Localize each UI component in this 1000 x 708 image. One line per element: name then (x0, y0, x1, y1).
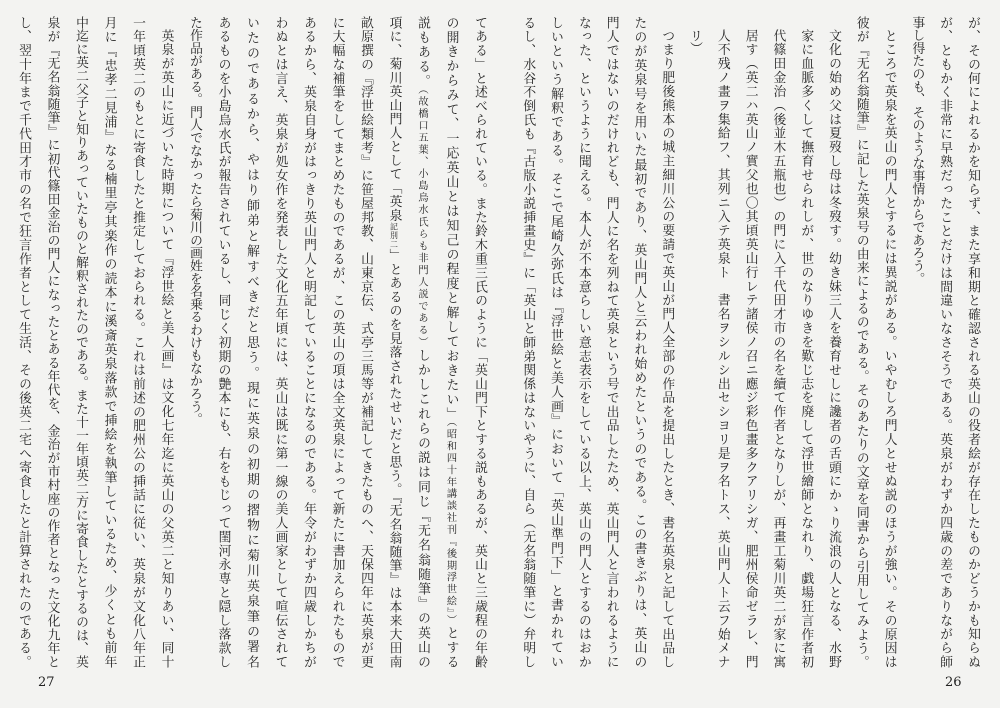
text-column: し、翌十年まで千代田才市の名で狂言作者として生活、その後英二宅へ寄食したと計算されたのである。 (16, 16, 31, 668)
text-column: しいという解釈である。そこで尾崎久弥氏は『浮世絵と美人画』において「英山準門下」と書かれてい (548, 16, 564, 668)
citation-note: （昭和四十年講談社刊『後期浮世絵』） (444, 421, 457, 627)
text-column (408, 16, 437, 668)
text-column: なった、というように聞える。本人が不本意らしい意志表示をしている以上、英山の門人とするのはおか (575, 16, 591, 668)
text-column (436, 16, 465, 668)
page-number: 27 (38, 675, 55, 690)
text-column: てある」と述べられている。また鈴木重三氏のように「英山門下とする説もあるが、英山と三歳程の年齢 (472, 16, 487, 668)
text-column: 門人ではないのだけれども、門人に名を列ねて英泉という号で出品したため、英山門人と言われるように (603, 16, 619, 668)
text-run: の開きからみて、一応英山とは知己の程度と解しておきたい」 (443, 16, 459, 422)
text-run: 項に、菊川英山門人として「英泉 (386, 16, 402, 223)
parenthetical-note: （故橋口五葉、小島烏水氏らも非門人説である） (416, 88, 428, 349)
quote-column: 文化の始め父は夏歿し母は冬歿す。幼き妹三人を養育せしに讒者の舌頭にかゝり流浪の人となる、水野 (826, 28, 842, 668)
text-column: に大幅な補筆をしてまとめたものであるが、この英山の項は全文英泉によって新たに書加えられたもので (329, 16, 345, 668)
text-column: が、その何によれるかを知らず、また享和期と確認される英山の役者絵が存在したものかどうかも知らぬ (965, 16, 980, 668)
text-column: つまり肥後熊本の城主細川公の要請で英山が門人全部の作品を提出したとき、書名英泉と記して出品し (659, 28, 675, 668)
text-run: 」とあるのを見落されたせいだと思う。『无名翁随筆』は本来大田南 (386, 248, 402, 668)
quote-column: 代篠田金治（後並木五瓶也）の門に入千代田才市の名を續て作者となりしが、再畫工菊川英二が家に寓 (770, 28, 786, 668)
text-column: あるから、英泉自身がはっきり英山門人と明記していることになるのである。年令がわずか四歳しかちが (301, 16, 316, 668)
text-column: 一年頃英二のもとに寄食したと推定しておられる。これは前述の肥州公の挿話に従い、英泉が文化八年正 (130, 16, 145, 668)
text-column: 泉が『无名翁随筆』に初代篠田金治の門人になったとある年代を、金治が市村座の作者となった文化九年と (44, 16, 60, 668)
text-column: 中迄に英二父子と知りあっていたものと解釈されたのである。また十一年頃英二方に寄食したとするのは、英 (73, 16, 88, 668)
text-column: たのが英泉号を用いた最初であり、英山門人と云われ始めたというのである。この書きぶりは、英山の (631, 16, 647, 668)
text-column: 月に『忠孝二見浦』なる楠里亭其楽作の読本に溪斎英泉落款で挿絵を執筆しているため、少くとも前年 (101, 16, 117, 668)
page-27-text (8, 16, 493, 668)
text-column: 畝原撰の『浮世絵類考』に笹屋邦教、山東京伝、式亭三馬等が補記してきたものへ、天保四年に英泉が更 (358, 16, 373, 668)
text-column: 事し得たのも、そのような事情からであろう。 (909, 16, 925, 285)
quote-column: 人不残ノ畫ヲ集給フ、其列ニ入テ英泉ト 書名ヲシルシ出セシヨリ是ヲ名トス、英山門人ト云フ始メナ (714, 28, 730, 668)
inline-annotation: 記別二 (389, 222, 399, 249)
text-column: わぬとは言え、英泉が処女作を発表した文化五年頃には、英山は既に第一線の美人画家として喧伝されて (272, 16, 288, 668)
text-column: ところで英泉を英山の門人とするには異説がある。いやむしろ門人とせぬ説のほうが強い。その原因は (881, 28, 897, 668)
text-run: とする (443, 626, 459, 668)
quote-column: 家に血脈多くして撫育せられしが、世のなりゆきを歎じ志を廃して浮世繪師となれり、戯場狂言作者初 (798, 28, 814, 668)
page-number: 26 (945, 675, 962, 690)
text-column: た作品がある。門人でなかったら菊川の画姓を名乗るわけもなかろう。 (187, 16, 202, 426)
text-column (379, 16, 408, 668)
quote-column: リ） (687, 28, 703, 55)
text-column: が、ともかく非常に早熟だったことだけは間違いなさそうである。英泉がわずか四歳の差でありながら師 (937, 16, 953, 668)
quote-column: 居す（英二ハ英山ノ實父也〇其頃英山行レテ諸侯ノ召ニ應ジ彩色畫多クアリシガ、肥州侯命ゼラレ、門 (742, 28, 758, 668)
text-column: 彼が『无名翁随筆』に記した英泉号の由来によるのである。そのあたりの文章を同書から引用してみよう。 (853, 16, 869, 668)
text-column: 英泉が英山に近づいた時期について『浮世絵と美人画』は文化七年迄に英山の父英二と知りあい、同十 (158, 28, 174, 668)
text-column: るし、水谷不倒氏も『古版小説挿畫史』に「英山と師弟関係はないやうに、自ら（无名翁随筆に）弁明し (520, 16, 536, 668)
text-run: 説もある。 (415, 16, 430, 89)
text-run: しかしこれらの説は同じ『无名翁随筆』の英山の (415, 348, 430, 668)
text-column: いたのであるから、やはり師弟と解すべきだと思う。現に英泉の初期の摺物に菊川英泉筆の署名 (244, 16, 259, 668)
text-column: あるものを小島烏水氏が報告されているし、同じく初期の艶本にも、右をもじって閨河永専と隠し落款し (215, 16, 231, 668)
page-26-text (512, 16, 986, 668)
